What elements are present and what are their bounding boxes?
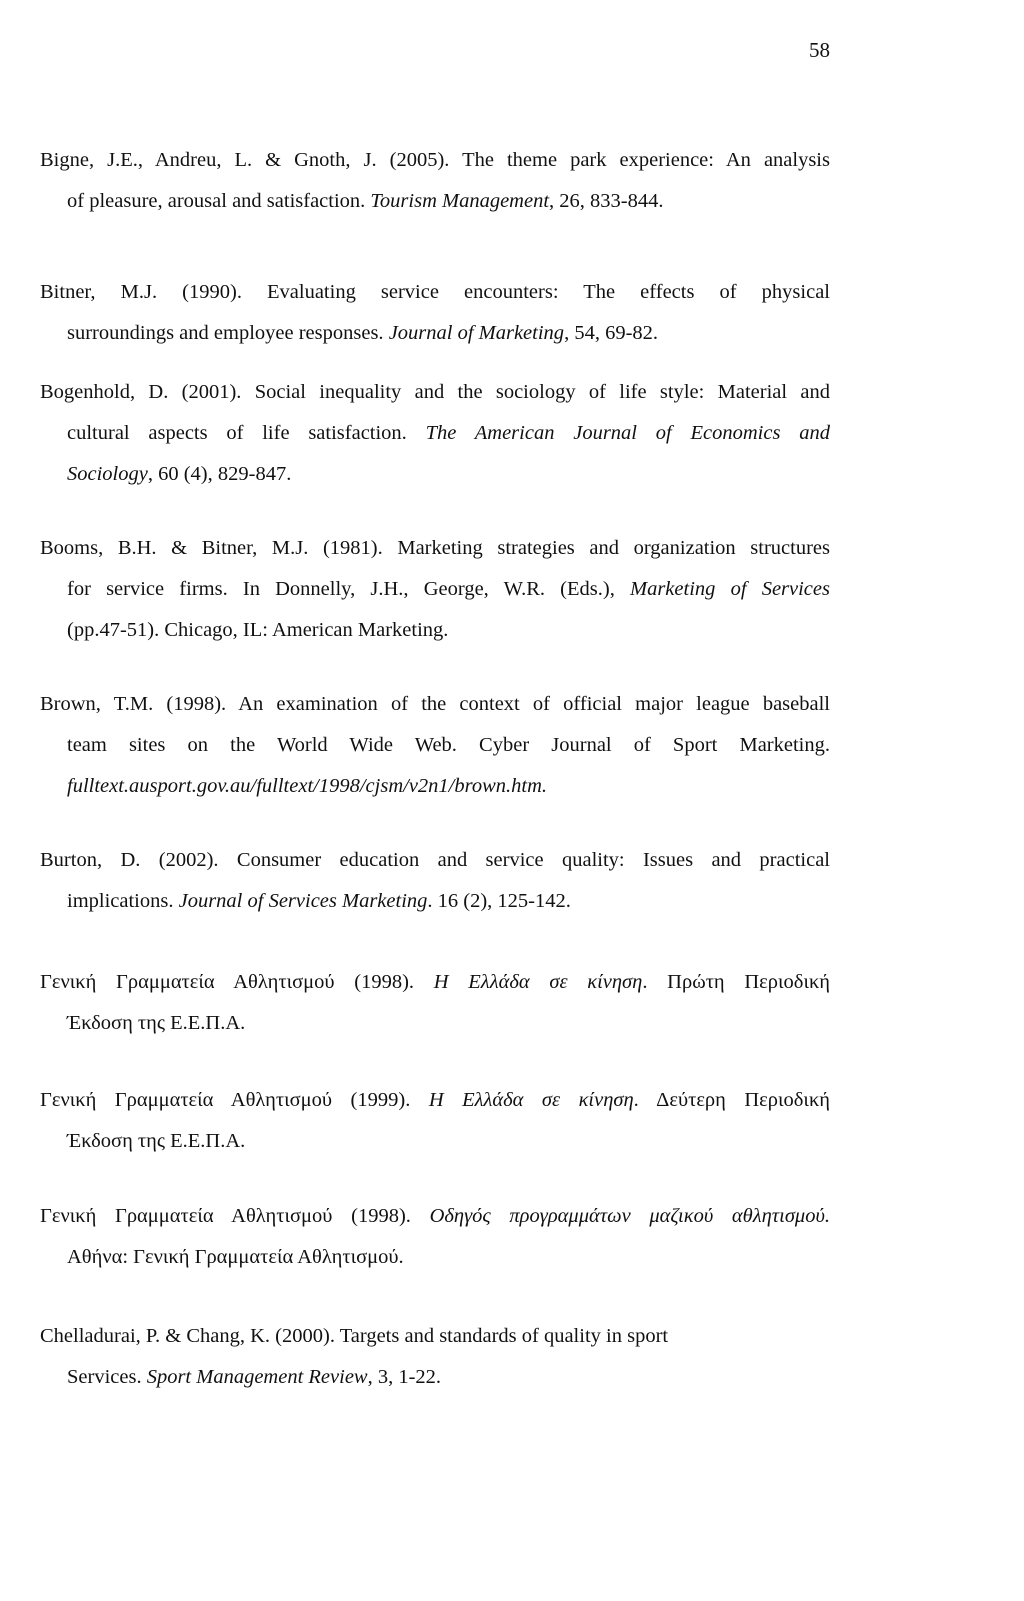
italic-text: fulltext.ausport.gov.au/fulltext/1998/cjsm/v2n1/brown.htm. (67, 775, 547, 797)
reference-line (40, 140, 830, 181)
reference-line (40, 610, 830, 651)
reference-line (40, 569, 830, 610)
reference-line (40, 272, 830, 313)
text-run: Brown, T.M. (1998). An examination of the context of official major league baseball (40, 693, 830, 715)
reference-entry (40, 962, 830, 1044)
reference-entry (40, 272, 830, 354)
text-run: . Δεύτερη Περιοδική (633, 1089, 830, 1111)
reference-line (40, 1121, 830, 1162)
reference-entry (40, 372, 830, 495)
page-number: 58 (809, 38, 830, 62)
text-run: Γενική Γραμματεία Αθλητισμού (1998). (40, 971, 434, 993)
reference-line (40, 372, 830, 413)
reference-line (40, 1196, 830, 1237)
italic-text: Η Ελλάδα σε κίνηση (428, 1089, 634, 1111)
text-run: Γενική Γραμματεία Αθλητισμού (1998). (40, 1205, 430, 1227)
italic-text: Η Ελλάδα σε κίνηση (433, 971, 643, 993)
text-run: Services. (67, 1366, 147, 1388)
text-run: cultural aspects of life satisfaction. (67, 422, 426, 444)
reference-line (40, 1237, 830, 1278)
reference-line (40, 528, 830, 569)
reference-line (40, 684, 830, 725)
reference-line (40, 1316, 830, 1357)
text-run: (pp.47-51). Chicago, IL: American Marketing. (67, 619, 449, 641)
reference-entry (40, 1196, 830, 1278)
text-run: Booms, B.H. & Bitner, M.J. (1981). Marketing strategies and organization structures (40, 537, 830, 559)
italic-text: Marketing of Services (630, 578, 830, 600)
reference-entry (40, 1080, 830, 1162)
text-run: , 26, 833-844. (549, 190, 664, 212)
text-run: for service firms. In Donnelly, J.H., George, W.R. (Eds.), (67, 578, 630, 600)
italic-text: Sport Management Review (146, 1366, 368, 1388)
text-run: Γενική Γραμματεία Αθλητισμού (1999). (40, 1089, 429, 1111)
reference-line (40, 881, 830, 922)
reference-line (40, 181, 830, 222)
reference-line (40, 1080, 830, 1121)
italic-text: Journal of Services Marketing (178, 890, 428, 912)
text-run: , 54, 69-82. (564, 322, 659, 344)
reference-line (40, 766, 830, 807)
reference-line (40, 313, 830, 354)
text-run: , 60 (4), 829-847. (147, 463, 292, 485)
reference-entry (40, 1316, 830, 1398)
reference-entry (40, 684, 830, 807)
italic-text: The American Journal of Economics and (425, 422, 830, 444)
italic-text: Journal of Marketing (388, 322, 565, 344)
reference-line (40, 454, 830, 495)
reference-line (40, 840, 830, 881)
reference-entry (40, 528, 830, 651)
text-run: of pleasure, arousal and satisfaction. (67, 190, 371, 212)
reference-entry (40, 140, 830, 222)
text-run: . Πρώτη Περιοδική (642, 971, 831, 993)
text-run: Bigne, J.E., Andreu, L. & Gnoth, J. (2005). The theme park experience: An analysis (40, 149, 830, 171)
italic-text: Tourism Management (370, 190, 550, 212)
text-run: Αθήνα: Γενική Γραμματεία Αθλητισμού. (67, 1246, 404, 1268)
text-run: Chelladurai, P. & Chang, K. (2000). Targets and standards of quality in sport (40, 1325, 669, 1347)
text-run: surroundings and employee responses. (67, 322, 389, 344)
text-run: Burton, D. (2002). Consumer education and service quality: Issues and practical (40, 849, 830, 871)
text-run: team sites on the World Wide Web. Cyber Journal of Sport Marketing. (67, 734, 830, 756)
text-run: Έκδοση της Ε.Ε.Π.Α. (67, 1012, 246, 1034)
italic-text: Οδηγός προγραμμάτων μαζικού αθλητισμού. (429, 1205, 831, 1227)
text-run: , 3, 1-22. (367, 1366, 442, 1388)
text-run: Έκδοση της Ε.Ε.Π.Α. (67, 1130, 246, 1152)
italic-text: Sociology (67, 463, 148, 485)
text-run: implications. (67, 890, 179, 912)
reference-line (40, 962, 830, 1003)
reference-entry (40, 840, 830, 922)
reference-line (40, 1357, 830, 1398)
reference-line (40, 1003, 830, 1044)
reference-line (40, 725, 830, 766)
text-run: Bitner, M.J. (1990). Evaluating service encounters: The effects of physical (40, 281, 830, 303)
text-run: Bogenhold, D. (2001). Social inequality and the sociology of life style: Material and (40, 381, 830, 403)
reference-line (40, 413, 830, 454)
text-run: . 16 (2), 125-142. (427, 890, 571, 912)
